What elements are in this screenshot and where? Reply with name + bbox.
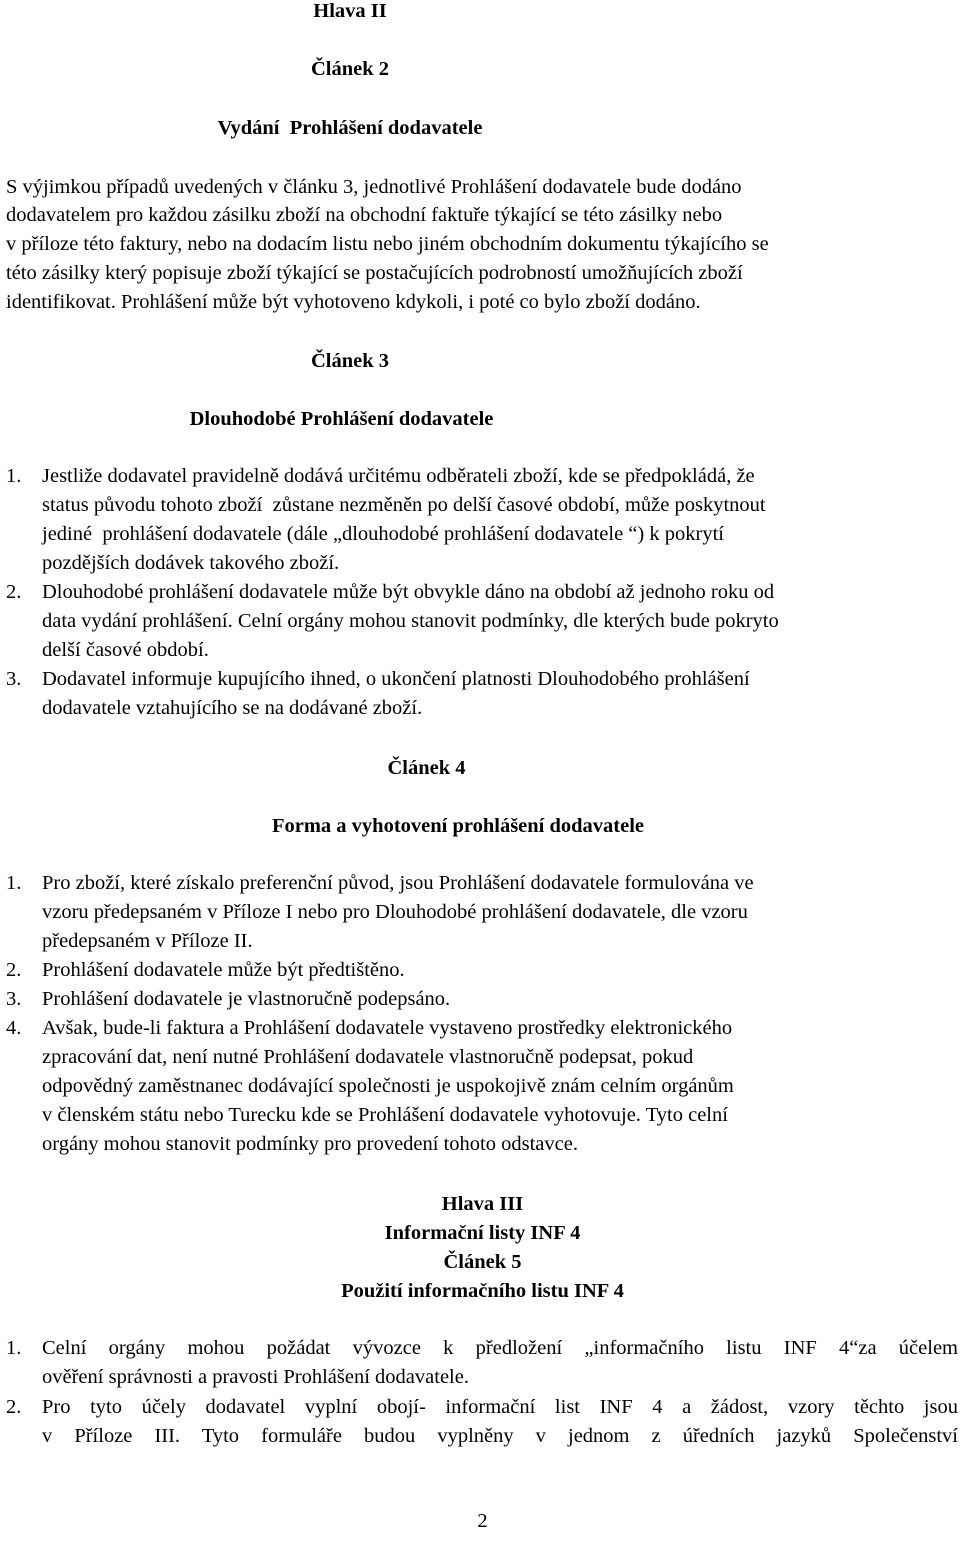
chapter-title: Hlava II	[313, 0, 387, 22]
list-item-line: delší časové období.	[42, 639, 209, 661]
list-item-line: předepsaném v Příloze II.	[42, 930, 253, 952]
list-item-line: ověření správnosti a pravosti Prohlášení dodavatele.	[42, 1366, 469, 1388]
page-number: 2	[477, 1510, 488, 1532]
list-item-line: Prohlášení dodavatele je vlastnoručně podepsáno.	[42, 988, 451, 1010]
list-item-line: Avšak, bude-li faktura a Prohlášení dodavatele vystaveno prostředky elektronického	[42, 1017, 733, 1039]
article-2-title: Článek 2	[310, 58, 390, 80]
paragraph-line: dodavatelem pro každou zásilku zboží na obchodní faktuře týkající se této zásilky nebo	[6, 204, 723, 226]
list-item-line: status původu tohoto zboží zůstane nezměněn po delší časové období, může poskytnout	[42, 494, 766, 516]
list-item-number: 2.	[6, 959, 22, 981]
paragraph-line: v příloze této faktury, nebo na dodacím listu nebo jiném obchodním dokumentu týkajícího se	[6, 233, 769, 255]
list-item-line: odpovědný zaměstnanec dodávající společnosti je uspokojivě znám celním orgánům	[42, 1075, 734, 1097]
list-item-line: zpracování dat, není nutné Prohlášení dodavatele vlastnoručně podepsat, pokud	[42, 1046, 694, 1068]
list-item-line: data vydání prohlášení. Celní orgány mohou stanovit podmínky, dle kterých bude pokryto	[42, 610, 779, 632]
list-item-number: 3.	[6, 988, 22, 1010]
list-item-line: Celní orgány mohou požádat vývozce k předložení „informačního listu INF 4“za účelem	[42, 1337, 958, 1359]
list-item-line: pozdějších dodávek takového zboží.	[42, 552, 340, 574]
list-item-line: Pro zboží, které získalo preferenční původ, jsou Prohlášení dodavatele formulována ve	[42, 872, 754, 894]
list-item-number: 4.	[6, 1017, 22, 1039]
list-item-line: Jestliže dodavatel pravidelně dodává určitému odběrateli zboží, kde se předpokládá, že	[42, 465, 755, 487]
list-item-line: Pro tyto účely dodavatel vyplní obojí- informační list INF 4 a žádost, vzory těchto jsou	[42, 1396, 958, 1418]
paragraph-line: S výjimkou případů uvedených v článku 3, jednotlivé Prohlášení dodavatele bude dodáno	[6, 176, 742, 198]
list-item-number: 2.	[6, 581, 22, 603]
list-item-line: vzoru předepsaném v Příloze I nebo pro Dlouhodobé prohlášení dodavatele, dle vzoru	[42, 901, 748, 923]
paragraph-line: identifikovat. Prohlášení může být vyhotoveno kdykoli, i poté co bylo zboží dodáno.	[6, 291, 701, 313]
list-item-line: Dodavatel informuje kupujícího ihned, o ukončení platnosti Dlouhodobého prohlášení	[42, 668, 750, 690]
list-item-line: orgány mohou stanovit podmínky pro provedení tohoto odstavce.	[42, 1133, 578, 1155]
list-item-line: Dlouhodobé prohlášení dodavatele může být obvykle dáno na období až jednoho roku od	[42, 581, 775, 603]
list-item-line: jediné prohlášení dodavatele (dále „dlouhodobé prohlášení dodavatele “) k pokrytí	[42, 523, 724, 545]
article-4-subtitle: Forma a vyhotovení prohlášení dodavatele	[271, 815, 645, 837]
list-item-line: v členském státu nebo Turecku kde se Prohlášení dodavatele vyhotovuje. Tyto celní	[42, 1104, 728, 1126]
list-item-number: 2.	[6, 1396, 22, 1418]
list-item-line: v Příloze III. Tyto formuláře budou vyplněny v jednom z úředních jazyků Společenství	[42, 1425, 958, 1447]
article-5-subtitle: Použití informačního listu INF 4	[341, 1280, 624, 1302]
article-3-subtitle: Dlouhodobé Prohlášení dodavatele	[189, 408, 494, 430]
list-item-line: Prohlášení dodavatele může být předtištěno.	[42, 959, 405, 981]
list-item-number: 3.	[6, 668, 22, 690]
article-5-title: Článek 5	[443, 1251, 522, 1273]
list-item-number: 1.	[6, 465, 22, 487]
paragraph-line: této zásilky který popisuje zboží týkající se postačujících podrobností umožňujících zboží	[6, 262, 743, 284]
chapter-3-subtitle: Informační listy INF 4	[384, 1222, 581, 1244]
list-item-number: 1.	[6, 872, 22, 894]
list-item-number: 1.	[6, 1337, 22, 1359]
article-4-title: Článek 4	[387, 757, 466, 779]
article-2-subtitle: Vydání Prohlášení dodavatele	[217, 117, 483, 139]
article-3-title: Článek 3	[310, 350, 390, 372]
chapter-3-title: Hlava III	[441, 1193, 524, 1215]
list-item-line: dodavatele vztahujícího se na dodávané zboží.	[42, 697, 423, 719]
